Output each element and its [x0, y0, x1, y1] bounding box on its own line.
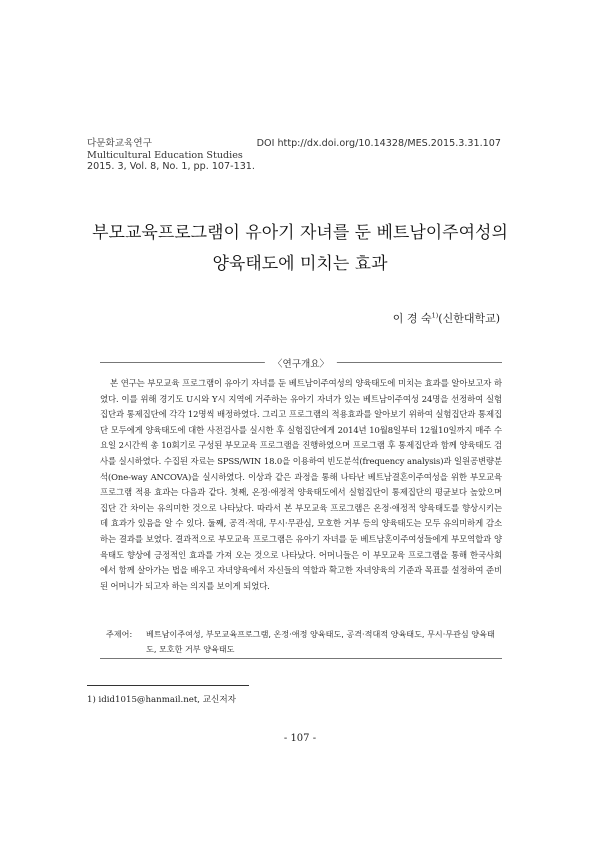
paper-title — [60, 218, 540, 280]
author-line — [393, 310, 500, 326]
journal-name-ko: 다문화교육연구 — [87, 138, 152, 149]
footnote-rule — [87, 685, 249, 686]
title-line-1: 부모교육프로그램이 유아기 자녀를 둔 베트남이주여성의 — [92, 223, 508, 243]
abstract-bottom-rule — [100, 658, 502, 659]
journal-header — [87, 138, 255, 173]
abstract-box — [100, 357, 502, 657]
journal-issue: 2015. 3, Vol. 8, No. 1, pp. 107-131. — [87, 161, 255, 173]
title-line-2: 양육태도에 미치는 효과 — [212, 254, 388, 274]
footnote: 1) idid1015@hanmail.net, 교신저자 — [87, 695, 236, 705]
author-affiliation: (신한대학교) — [438, 312, 500, 325]
keywords-text: 베트남이주여성, 부모교육프로그램, 온정·애정 양육태도, 공격·적대적 양육태도, 무시·무관심 양육태도, 모호한 거부 양육태도 — [146, 629, 495, 654]
keywords-label: 주제어: — [106, 629, 133, 639]
author-name: 이 경 숙 — [392, 312, 432, 325]
journal-name-en: Multicultural Education Studies — [87, 149, 243, 161]
page-number: - 107 - — [283, 733, 317, 744]
footnote-marker[interactable]: 1) — [431, 311, 439, 320]
doi-link[interactable]: DOI http://dx.doi.org/10.14328/MES.2015.3.31.107 — [256, 138, 501, 149]
abstract-body: 본 연구는 부모교육 프로그램이 유아기 자녀를 둔 베트남이주여성의 양육태도에 미치는 효과를 알아보고자 하였다. 이를 위해 경기도 U시와 Y시 지역에 거주하는 유아기 자녀가 있는 베트남이주여성 24명을 선정하여 실험집단과 통제집단에 각각 12명씩 배정하였다. 그리고 프로그램의 적용효과를 알아보기 위하여 실험집단과 통제집단 모두에게 양육태도에 대한 사전검사를 실시한 후 실험집단에게 2014년 10월8일부터 12월10일까지 매주 수요일 2시간씩 총 10회기로 구성된 부모교육 프로그램을 진행하였으며 프로그램 후 통제집단과 함께 양육태도 검사를 실시하였다. 수집된 자료는 SPSS/WIN 18.0을 이용하여 빈도분석(frequency analysis)과 일원공변량분석(One-way ANCOVA)을 실시하였다. 이상과 같은 과정을 통해 나타난 베트남결혼이주여성을 위한 부모교육 프로그램 적용 효과는 다음과 같다. 첫째, 온정·애정적 양육태도에서 실험집단이 통제집단의 평균보다 높았으며 집단 간 차이는 유의미한 것으로 나타났다. 따라서 본 부모교육 프로그램은 온정·애정적 양육태도를 향상시키는 데 효과가 있음을 알 수 있다. 둘째, 공격·적대, 무시·무관심, 모호한 거부 등의 양육태도는 모두 유의미하게 감소하는 결과를 보였다. 결과적으로 부모교육 프로그램은 유아기 자녀를 둔 베트남혼이주여성들에게 부모역할과 양육태도 향상에 긍정적인 효과를 가져 오는 것으로 나타났다. 어머니들은 이 부모교육 프로그램을 통해 한국사회에서 함께 살아가는 법을 배우고 자녀양육에서 자신들의 역할과 확고한 자녀양육의 기준과 목표를 설정하여 준비된 어머니가 되고자 하는 의지를 보이게 되었다. — [100, 378, 502, 591]
abstract-heading: 〈연구개요〉 — [265, 356, 337, 370]
